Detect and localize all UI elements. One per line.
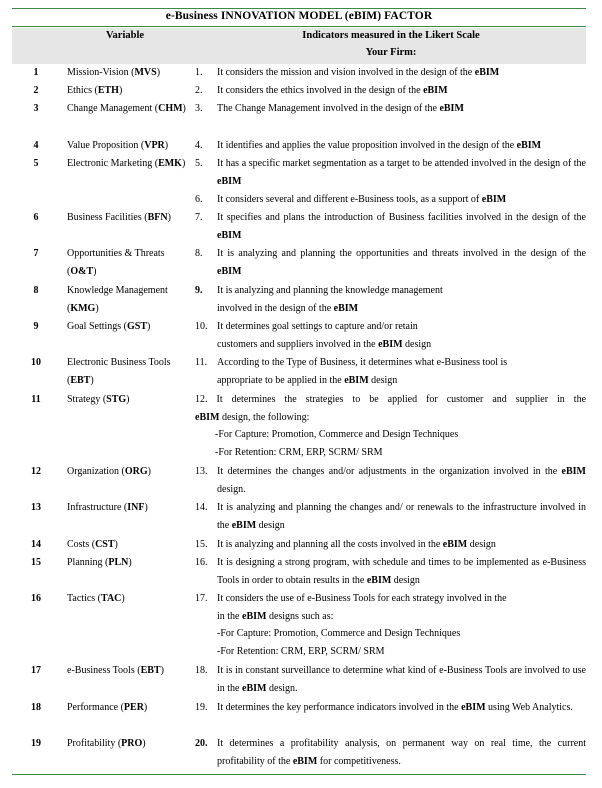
variable-cell: Goal Settings (GST): [67, 321, 151, 332]
variable-cell: e-Business Tools (EBT): [67, 665, 164, 676]
row-number: 8: [33, 285, 39, 296]
row-number: 6: [33, 212, 39, 223]
indicator-number: 14.: [195, 502, 208, 513]
variable-cell: Performance (PER): [67, 702, 148, 713]
row-number: 17: [31, 665, 41, 676]
indicator-text: It considers the ethics involved in the design of the eBIM: [217, 85, 448, 96]
indicator-text: It is analyzing and planning the opportunities and threats involved in the design of the eBIM: [217, 248, 586, 277]
indicator-number: 1.: [195, 67, 203, 78]
indicator-number: 6.: [195, 194, 203, 205]
variable-cell: Tactics (TAC): [67, 593, 125, 604]
top-rule: [12, 8, 586, 9]
variable-cell: Opportunities & Threats (O&T): [67, 248, 165, 277]
row-number: 5: [33, 158, 39, 169]
indicator-text: It determines a profitability analysis, on permanent way on real time, the current profitability of the eBIM for competitiveness.: [217, 738, 586, 767]
indicator-number: 12.: [195, 394, 208, 405]
indicator-text: The Change Management involved in the design of the eBIM: [217, 103, 464, 114]
variable-cell: Ethics (ETH): [67, 85, 123, 96]
indicator-text: It considers the use of e-Business Tools for each strategy involved in the in the eBIM designs such as: -For Capture: Promotion, Commerce and Design Techniques -For Retention: CRM, ERP, SCRM/ SRM: [217, 593, 507, 657]
bottom-rule: [12, 774, 586, 775]
indicator-number: 10.: [195, 321, 208, 332]
indicator-text: It identifies and applies the value proposition involved in the design of the eBIM: [217, 140, 542, 151]
indicator-number: 16.: [195, 557, 208, 568]
indicator-number: 8.: [195, 248, 203, 259]
variable-cell: Change Management (CHM): [67, 103, 186, 114]
variable-cell: Organization (ORG): [67, 466, 151, 477]
variable-cell: Profitability (PRO): [67, 738, 146, 749]
indicator-number: 2.: [195, 85, 203, 96]
indicator-number: 15.: [195, 539, 208, 550]
header-variable: Variable: [105, 30, 145, 41]
indicator-text: 12. It determines the strategies to be applied for customer and supplier in the eBIM design, the following: -For Capture: Promotion, Commerce and Design Techniques -For Retention: CRM, ERP, SCRM/ SRM: [195, 394, 587, 458]
indicator-text: It is analyzing and planning the changes and/ or renewals to the infrastructure involved in the eBIM design: [217, 502, 586, 531]
indicator-number: 9.: [195, 285, 203, 296]
indicator-text: It considers several and different e-Business tools, as a support of eBIM: [217, 194, 507, 205]
indicator-number: 11.: [195, 357, 208, 368]
row-number: 3: [33, 103, 39, 114]
row-number: 2: [33, 85, 39, 96]
indicator-text: It is analyzing and planning all the costs involved in the eBIM design: [217, 539, 496, 550]
indicator-number: 5.: [195, 158, 203, 169]
variable-cell: Infrastructure (INF): [67, 502, 148, 513]
row-number: 16: [31, 593, 41, 604]
row-number: 10: [31, 357, 41, 368]
indicator-text: It is designing a strong program, with schedule and times to be implemented as e-Business Tools in order to obtain results in the eBIM design: [217, 557, 586, 586]
row-number: 11: [31, 394, 41, 405]
indicator-text: It specifies and plans the introduction of Business facilities involved in the design of the eBIM: [217, 212, 586, 241]
table-title: e-Business INNOVATION MODEL (eBIM) FACTOR: [165, 10, 433, 22]
row-number: 14: [31, 539, 41, 550]
indicator-text: It has a specific market segmentation as a target to be attended involved in the design of the eBIM: [217, 158, 586, 187]
indicator-text: It determines the key performance indicators involved in the eBIM using Web Analytics.: [217, 702, 573, 713]
indicator-text: According to the Type of Business, it determines what e-Business tool is appropriate to be applied in the eBIM design: [217, 357, 508, 386]
indicator-text: It determines goal settings to capture and/or retain customers and suppliers involved in the eBIM design: [217, 321, 432, 350]
indicator-text: It determines the changes and/or adjustments in the organization involved in the eBIM design.: [217, 466, 586, 495]
row-number: 12: [31, 466, 41, 477]
title-rule: [12, 26, 586, 27]
header-indicators: Indicators measured in the Likert Scale: [302, 30, 480, 41]
indicator-number: 20.: [195, 738, 208, 749]
row-number: 9: [33, 321, 39, 332]
indicator-number: 4.: [195, 140, 203, 151]
variable-cell: Electronic Marketing (EMK): [67, 158, 186, 169]
variable-cell: Business Facilities (BFN): [67, 212, 171, 223]
indicator-number: 19.: [195, 702, 208, 713]
indicator-number: 18.: [195, 665, 208, 676]
header-firm: Your Firm:: [365, 47, 417, 58]
indicator-number: 13.: [195, 466, 208, 477]
row-number: 15: [31, 557, 41, 568]
indicator-number: 17.: [195, 593, 208, 604]
indicator-text: It is in constant surveillance to determine what kind of e-Business Tools are involved to use in the eBIM design.: [217, 665, 586, 694]
row-number: 19: [31, 738, 41, 749]
variable-cell: Knowledge Management (KMG): [67, 285, 168, 314]
row-number: 7: [33, 248, 39, 259]
indicator-number: 3.: [195, 103, 203, 114]
indicator-number: 7.: [195, 212, 203, 223]
variable-cell: Costs (CST): [67, 539, 118, 550]
row-number: 18: [31, 702, 41, 713]
variable-cell: Value Proposition (VPR): [67, 140, 169, 151]
row-number: 1: [33, 67, 39, 78]
indicator-text: It is analyzing and planning the knowledge management involved in the design of the eBIM: [217, 285, 443, 314]
variable-cell: Mission-Vision (MVS): [67, 67, 161, 78]
row-number: 4: [33, 140, 39, 151]
variable-cell: Strategy (STG): [67, 394, 130, 405]
variable-cell: Electronic Business Tools (EBT): [67, 357, 171, 386]
row-number: 13: [31, 502, 41, 513]
variable-cell: Planning (PLN): [67, 557, 132, 568]
indicator-text: It considers the mission and vision involved in the design of the eBIM: [217, 67, 500, 78]
